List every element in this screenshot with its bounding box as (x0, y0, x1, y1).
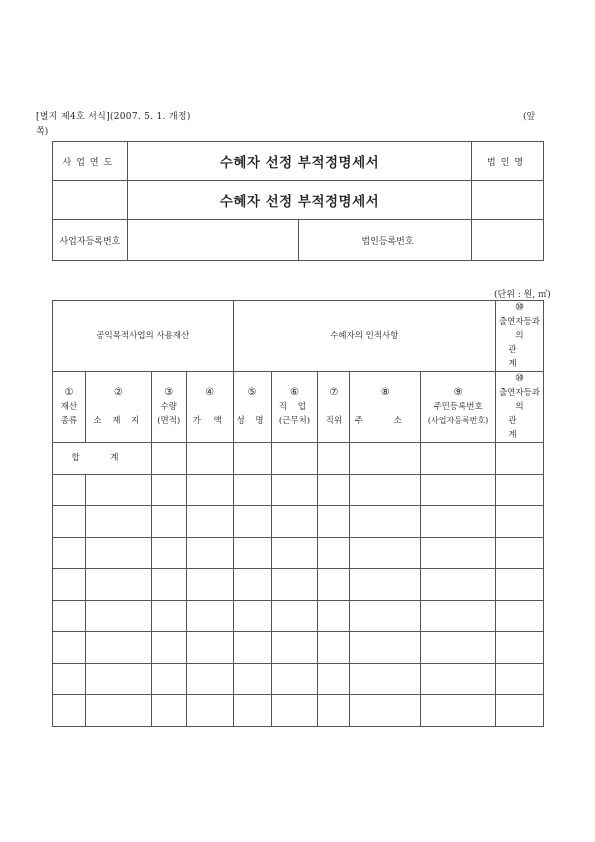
table-cell[interactable] (350, 632, 421, 664)
col-number: ⑤ (247, 387, 257, 398)
table-cell[interactable] (85, 632, 151, 664)
col-label-line2: 가 액 (192, 416, 227, 426)
table-cell[interactable] (186, 600, 233, 632)
col-label-line2: 직위 (325, 416, 343, 426)
col-label-line2: (면적) (157, 416, 181, 426)
table-cell[interactable] (318, 600, 350, 632)
total-label: 합 계 (53, 443, 152, 475)
column-header-row (53, 372, 544, 443)
table-row (53, 695, 544, 727)
form-subtitle: 수혜자 선정 부적정명세서 (127, 181, 471, 220)
table-cell[interactable] (350, 695, 421, 727)
col-label-line2: 성 명 (236, 416, 268, 426)
col-name (233, 372, 271, 443)
col-location (85, 372, 151, 443)
table-cell[interactable] (53, 474, 86, 506)
col-address (350, 372, 421, 443)
business-year-field[interactable] (53, 181, 128, 220)
corp-reg-field[interactable] (472, 220, 544, 261)
table-cell[interactable] (85, 506, 151, 538)
table-cell[interactable] (151, 695, 186, 727)
col-number: ⑩ (515, 373, 524, 384)
table-cell[interactable] (85, 474, 151, 506)
col-label-line2: 관 계 (508, 416, 531, 440)
table-cell[interactable] (186, 632, 233, 664)
table-cell[interactable] (318, 474, 350, 506)
col-number: ③ (164, 387, 174, 398)
table-cell[interactable] (233, 663, 271, 695)
table-cell[interactable] (350, 569, 421, 601)
table-cell[interactable] (85, 537, 151, 569)
table-cell[interactable] (85, 695, 151, 727)
table-cell[interactable] (271, 569, 318, 601)
table-cell[interactable] (495, 537, 543, 569)
detail-table (52, 300, 544, 727)
col-label-line1: 주민등록번호 (433, 402, 483, 412)
table-cell[interactable] (495, 695, 543, 727)
table-cell[interactable] (233, 600, 271, 632)
group-relation-number: ⑩ (515, 302, 524, 313)
group-relation-line2: 관 계 (508, 345, 531, 369)
table-cell[interactable] (233, 443, 271, 475)
table-cell[interactable] (318, 663, 350, 695)
table-cell[interactable] (53, 663, 86, 695)
corp-reg-label: 법인등록번호 (299, 220, 472, 261)
col-label-line1: 수량 (160, 402, 177, 412)
table-cell[interactable] (151, 474, 186, 506)
form-number-label: [별지 제4호 서식](2007. 5. 1. 개정) (36, 112, 191, 122)
table-cell[interactable] (271, 506, 318, 538)
unit-label: (단위 : 원, ㎡) (494, 290, 551, 300)
table-cell[interactable] (421, 569, 496, 601)
col-number: ⑦ (329, 387, 339, 398)
table-cell[interactable] (495, 569, 543, 601)
table-cell[interactable] (151, 443, 186, 475)
business-year-label: 사업연도 (53, 142, 128, 181)
col-number: ⑨ (453, 387, 463, 398)
table-cell[interactable] (53, 695, 86, 727)
biz-reg-field[interactable] (127, 220, 299, 261)
col-label-line2: (사업자등록번호) (427, 416, 489, 425)
form-title: 수혜자 선정 부적정명세서 (127, 142, 471, 181)
corp-name-field[interactable] (472, 181, 544, 220)
table-cell[interactable] (186, 537, 233, 569)
corp-name-label: 법인명 (472, 142, 544, 181)
table-cell[interactable] (233, 632, 271, 664)
table-cell[interactable] (318, 569, 350, 601)
table-cell[interactable] (151, 506, 186, 538)
group-beneficiary: 수혜자의 인적사항 (233, 301, 495, 372)
table-cell[interactable] (495, 506, 543, 538)
table-cell[interactable] (151, 600, 186, 632)
table-cell[interactable] (271, 695, 318, 727)
col-position (318, 372, 350, 443)
table-cell[interactable] (350, 474, 421, 506)
group-relation (495, 301, 543, 372)
col-quantity (151, 372, 186, 443)
table-row (53, 569, 544, 601)
table-cell[interactable] (53, 632, 86, 664)
col-occupation (271, 372, 318, 443)
col-label-line2: 주 소 (354, 416, 416, 426)
table-cell[interactable] (186, 443, 233, 475)
table-cell[interactable] (271, 474, 318, 506)
table-cell[interactable] (151, 569, 186, 601)
col-asset-type (53, 372, 86, 443)
table-cell[interactable] (421, 443, 496, 475)
table-cell[interactable] (233, 506, 271, 538)
table-cell[interactable] (318, 443, 350, 475)
table-cell[interactable] (318, 695, 350, 727)
table-cell[interactable] (186, 569, 233, 601)
table-cell[interactable] (186, 663, 233, 695)
table-cell[interactable] (53, 569, 86, 601)
table-cell[interactable] (421, 600, 496, 632)
table-cell[interactable] (350, 443, 421, 475)
table-cell[interactable] (495, 474, 543, 506)
table-cell[interactable] (271, 632, 318, 664)
table-cell[interactable] (186, 506, 233, 538)
col-value (186, 372, 233, 443)
table-cell[interactable] (421, 663, 496, 695)
col-label-line1: 출연자등과의 (498, 388, 541, 412)
total-row (53, 443, 544, 475)
group-relation-line1: 출연자등과의 (498, 317, 541, 341)
table-cell[interactable] (421, 474, 496, 506)
table-cell[interactable] (233, 695, 271, 727)
page-side-note-bottom: 쪽) (36, 127, 49, 137)
col-label-line2: 소 재 지 (93, 416, 144, 426)
table-cell[interactable] (421, 695, 496, 727)
table-cell[interactable] (271, 663, 318, 695)
biz-reg-label: 사업자등록번호 (53, 220, 128, 261)
table-row (53, 600, 544, 632)
table-cell[interactable] (233, 474, 271, 506)
table-cell[interactable] (53, 506, 86, 538)
table-cell[interactable] (186, 695, 233, 727)
table-cell[interactable] (350, 506, 421, 538)
table-cell[interactable] (271, 600, 318, 632)
table-cell[interactable] (350, 537, 421, 569)
table-row (53, 506, 544, 538)
table-cell[interactable] (53, 537, 86, 569)
col-number: ④ (205, 387, 215, 398)
table-cell[interactable] (186, 474, 233, 506)
table-cell[interactable] (421, 537, 496, 569)
table-cell[interactable] (421, 632, 496, 664)
col-relation (495, 372, 543, 443)
table-cell[interactable] (85, 663, 151, 695)
table-cell[interactable] (350, 663, 421, 695)
table-cell[interactable] (318, 537, 350, 569)
col-label-line1: 재산 (60, 402, 78, 412)
col-resident-number (421, 372, 496, 443)
table-cell[interactable] (271, 537, 318, 569)
table-cell[interactable] (53, 600, 86, 632)
table-cell[interactable] (85, 569, 151, 601)
table-row (53, 632, 544, 664)
table-cell[interactable] (350, 600, 421, 632)
table-cell[interactable] (495, 663, 543, 695)
col-number: ⑧ (380, 387, 390, 398)
table-row (53, 537, 544, 569)
table-cell[interactable] (421, 506, 496, 538)
col-number: ① (64, 387, 74, 398)
table-row (53, 663, 544, 695)
table-cell[interactable] (233, 537, 271, 569)
table-cell[interactable] (495, 600, 543, 632)
table-cell[interactable] (318, 506, 350, 538)
table-cell[interactable] (318, 632, 350, 664)
col-label-line2: 종류 (60, 416, 78, 426)
header-table (52, 141, 544, 261)
table-cell[interactable] (85, 600, 151, 632)
table-cell[interactable] (151, 537, 186, 569)
col-number: ⑥ (289, 387, 299, 398)
table-cell[interactable] (271, 443, 318, 475)
table-cell[interactable] (151, 632, 186, 664)
table-cell[interactable] (495, 443, 543, 475)
col-number: ② (113, 387, 123, 398)
col-label-line1: 직 업 (278, 402, 310, 412)
group-public-asset: 공익목적사업의 사용재산 (53, 301, 234, 372)
table-cell[interactable] (495, 632, 543, 664)
table-cell[interactable] (151, 663, 186, 695)
page-side-note-top: (앞 (523, 112, 536, 122)
col-label-line2: (근무처) (278, 416, 311, 426)
table-row (53, 474, 544, 506)
table-cell[interactable] (233, 569, 271, 601)
